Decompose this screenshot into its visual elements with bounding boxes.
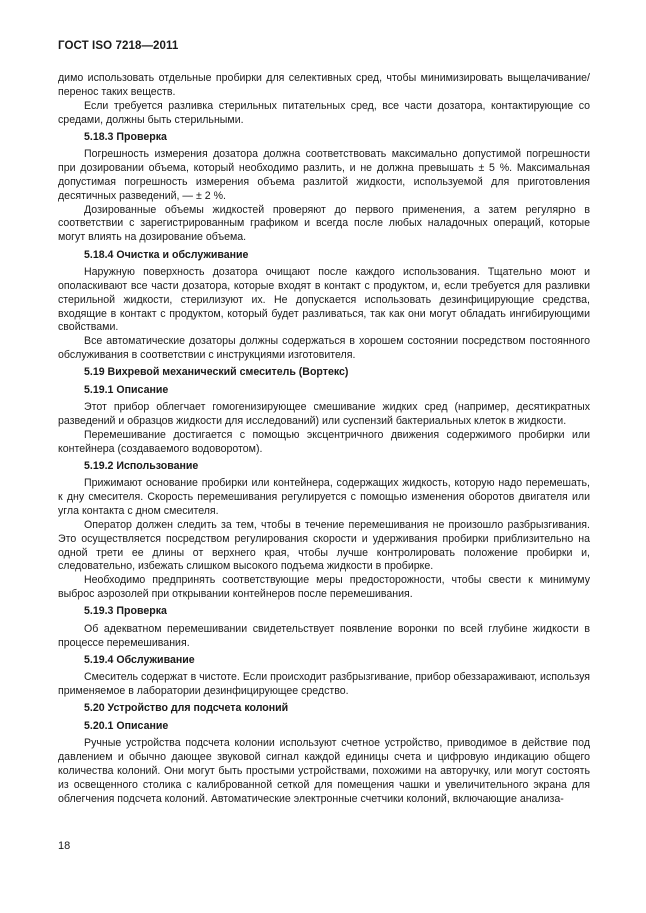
paragraph: Погрешность измерения дозатора должна соответствовать максимально допустимой погрешности при дозировании объема, который необходимо разлить, и не должна превышать ± 5 %. Максимальная допустимая погрешность измерения объема разлитой жидкости, используемой для приготовления десятичных разведений, — ± 2 %. [58, 148, 590, 202]
paragraph: Перемешивание достигается с помощью эксцентричного движения содержимого пробирки или контейнера (создаваемого водоворотом). [58, 428, 590, 455]
paragraph: Необходимо предпринять соответствующие меры предосторожности, чтобы свести к минимуму выброс аэрозолей при открывании контейнеров после перемешивания. [58, 574, 590, 601]
document-page [58, 0, 590, 913]
section-heading: 5.20 Устройство для подсчета колоний [84, 702, 289, 715]
paragraph: Об адекватном перемешивании свидетельствует появление воронки по всей глубине жидкости в процессе перемешивания. [58, 622, 590, 649]
section-heading: 5.18.4 Очистка и обслуживание [84, 248, 249, 261]
section-heading: 5.19.2 Использование [84, 459, 199, 472]
paragraph: Если требуется разливка стерильных питательных сред, все части дозатора, контактирующие со средами, должны быть стерильными. [58, 99, 590, 126]
section-heading: 5.19.1 Описание [84, 383, 169, 396]
section-heading: 5.18.3 Проверка [84, 130, 167, 143]
paragraph: Ручные устройства подсчета колонии используют счетное устройство, приводимое в действие под давлением и обычно дающее звуковой сигнал каждой единицы счета и цифровую индикацию общего количества колоний. Они могут быть простыми устройствами, похожими на авторучку, или могут состоять из освещенного столика с калиброванной сеткой для помещения чашки и увеличительного экрана для облегчения подсчета колоний. Автоматические электронные счетчики колоний, включающие анализа- [58, 737, 590, 805]
section-heading: 5.19.4 Обслуживание [84, 653, 195, 666]
page-number: 18 [58, 840, 71, 852]
document-body [58, 72, 590, 806]
paragraph: димо использовать отдельные пробирки для селективных сред, чтобы минимизировать выщелачивание/перенос таких веществ. [58, 72, 590, 98]
paragraph: Дозированные объемы жидкостей проверяют до первого применения, а затем регулярно в соответствии с зарегистрированным графиком и всегда после любых наладочных операций, которые могут влиять на дозирование объема. [58, 203, 590, 244]
section-heading: 5.19 Вихревой механический смеситель (Вортекс) [84, 366, 349, 379]
paragraph: Этот прибор облегчает гомогенизирующее смешивание жидких сред (например, десятикратных разведений и образцов жидкости для исследований) или суспензий бактериальных клеток в жидкости. [58, 401, 590, 427]
section-heading: 5.20.1 Описание [84, 719, 169, 732]
standard-header: ГОСТ ISO 7218—2011 [58, 40, 179, 52]
paragraph: Смеситель содержат в чистоте. Если происходит разбрызгивание, прибор обеззараживают, используя применяемое в лаборатории дезинфицирующее средство. [58, 671, 590, 698]
paragraph: Оператор должен следить за тем, чтобы в течение перемешивания не произошло разбрызгивания. Это осуществляется посредством регулирования скорости и удерживания пробирки приблизительно на одной трети ее длины от верхнего края, чтобы лучше контролировать положение пробирки и, следовательно, избежать слишком высокого подъема жидкости в пробирке. [58, 518, 590, 573]
paragraph: Прижимают основание пробирки или контейнера, содержащих жидкость, которую надо перемешать, к дну смесителя. Скорость перемешивания регулируется с помощью изменения оборотов двигателя или угла контакта с дном смесителя. [58, 477, 590, 517]
paragraph: Наружную поверхность дозатора очищают после каждого использования. Тщательно моют и ополаскивают все части дозатора, которые входят в контакт с продуктом, и, если требуется для разливки стерильной жидкости, стерилизуют их. Не допускается использовать дезинфицирующие средства, входящие в контакт с продуктом, который будет разливаться, так как они могут обладать ингибирующими свойствами. [58, 265, 590, 334]
section-heading: 5.19.3 Проверка [84, 605, 167, 618]
paragraph: Все автоматические дозаторы должны содержаться в хорошем состоянии посредством постоянного обслуживания в соответствии с инструкциями изготовителя. [58, 335, 590, 362]
